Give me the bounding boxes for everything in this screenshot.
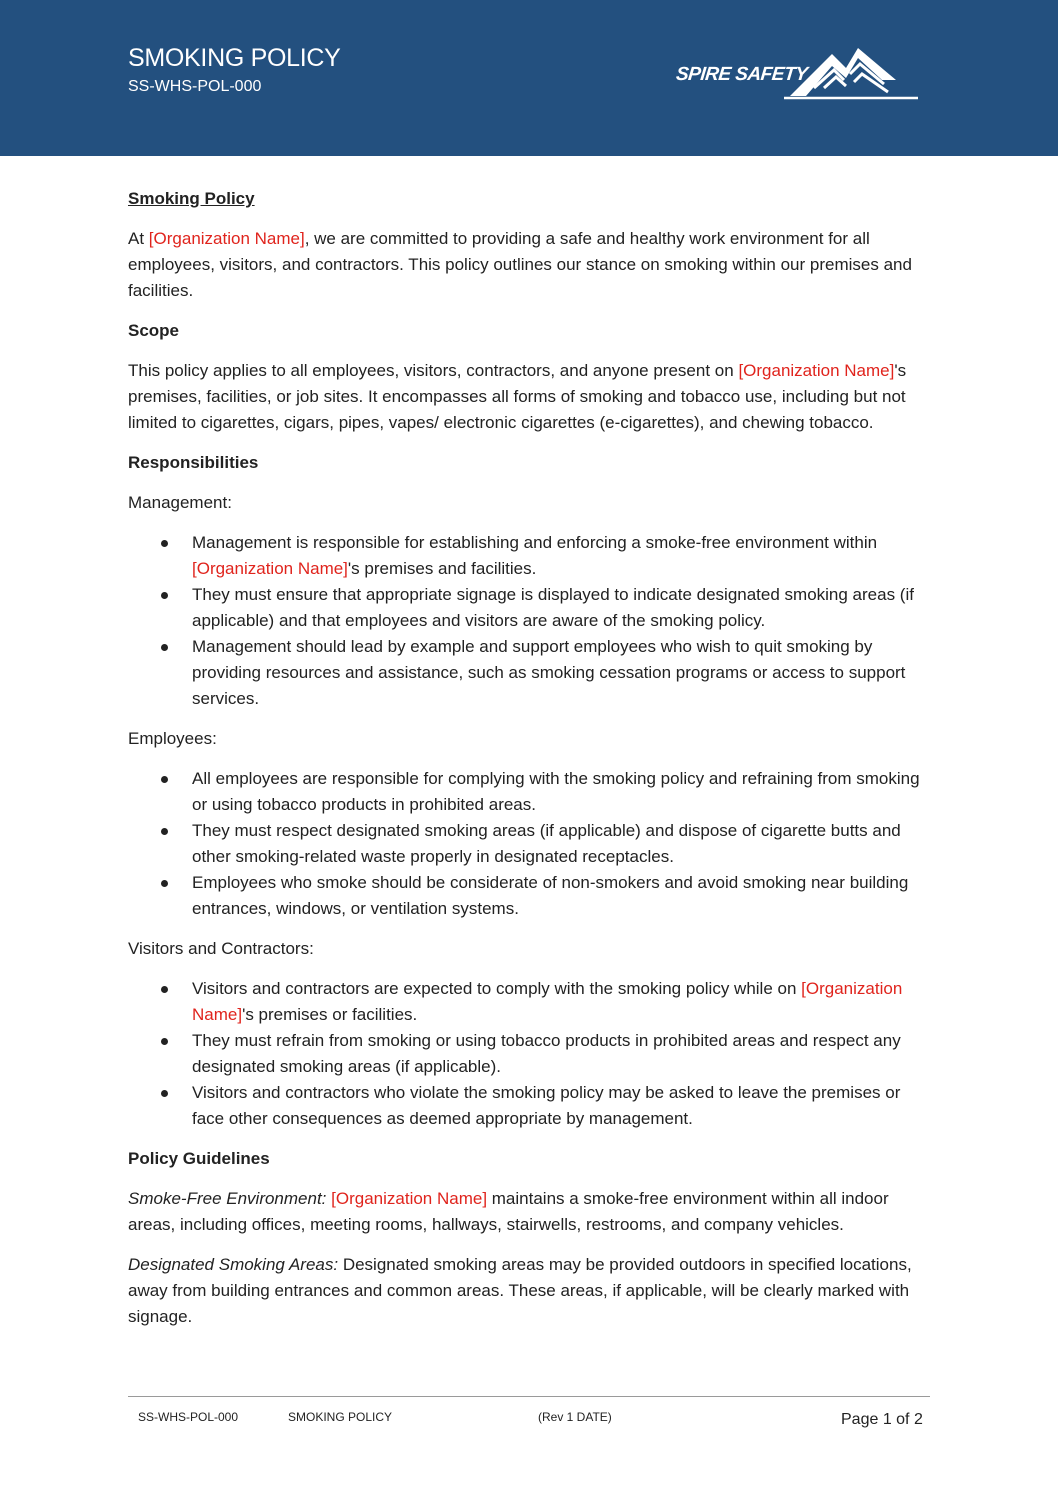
bullet-icon bbox=[161, 1038, 168, 1045]
list-item: Visitors and contractors who violate the smoking policy may be asked to leave the premises or face other consequences as deemed appropriate by management. bbox=[128, 1080, 934, 1132]
designated-areas-paragraph: Designated Smoking Areas: Designated smoking areas may be provided outdoors in specified locations, away from building entrances and common areas. These areas, if applicable, will be clearly marked with signage. bbox=[128, 1255, 912, 1326]
footer-revision: (Rev 1 DATE) bbox=[538, 1410, 612, 1424]
footer-divider bbox=[128, 1396, 930, 1397]
bullet-icon bbox=[161, 986, 168, 993]
list-item: They must respect designated smoking areas (if applicable) and dispose of cigarette butts and other smoking-related waste properly in designated receptacles. bbox=[128, 818, 934, 870]
employees-label: Employees: bbox=[128, 729, 217, 748]
intro-paragraph: At [Organization Name], we are committed to providing a safe and healthy work environment for all employees, visitors, and contractors. This policy outlines our stance on smoking within our premises and facilities. bbox=[128, 229, 912, 300]
org-placeholder: [Organization Name] bbox=[738, 361, 895, 380]
page-header bbox=[0, 0, 1058, 156]
list-item: All employees are responsible for complying with the smoking policy and refraining from smoking or using tobacco products in prohibited areas. bbox=[128, 766, 934, 818]
org-placeholder: [Organization Name] bbox=[148, 229, 305, 248]
bullet-icon bbox=[161, 540, 168, 547]
org-placeholder: [Organization Name] bbox=[192, 979, 903, 1024]
smoke-free-paragraph: Smoke-Free Environment: [Organization Name] maintains a smoke-free environment within all indoor areas, including offices, meeting rooms, hallways, stairwells, restrooms, and company vehicles. bbox=[128, 1189, 889, 1234]
guidelines-heading: Policy Guidelines bbox=[128, 1149, 270, 1168]
bullet-icon bbox=[161, 1090, 168, 1097]
list-item: They must refrain from smoking or using tobacco products in prohibited areas and respect any designated smoking areas (if applicable). bbox=[128, 1028, 934, 1080]
list-item: Management should lead by example and support employees who wish to quit smoking by providing resources and assistance, such as smoking cessation programs or access to support services. bbox=[128, 634, 934, 712]
bullet-icon bbox=[161, 592, 168, 599]
document-code: SS-WHS-POL-000 bbox=[128, 78, 262, 95]
visitors-list bbox=[128, 976, 934, 1132]
scope-paragraph: This policy applies to all employees, visitors, contractors, and anyone present on [Organization Name]'s premises, facilities, or job sites. It encompasses all forms of smoking and tobacco use, including but not limited to cigarettes, cigars, pipes, vapes/ electronic cigarettes (e-cigarettes), and chewing tobacco. bbox=[128, 361, 907, 432]
management-list bbox=[128, 530, 934, 712]
document-body bbox=[128, 186, 934, 1344]
footer-code: SS-WHS-POL-000 bbox=[138, 1410, 239, 1424]
brand-logo bbox=[676, 44, 926, 104]
management-label: Management: bbox=[128, 493, 232, 512]
smoke-free-label: Smoke-Free Environment: bbox=[128, 1189, 327, 1208]
footer-title: SMOKING POLICY bbox=[288, 1410, 393, 1424]
bullet-icon bbox=[161, 828, 168, 835]
mountain-logo-icon bbox=[784, 44, 924, 104]
brand-name: SPIRE SAFETY bbox=[674, 64, 809, 85]
employees-list bbox=[128, 766, 934, 922]
scope-heading: Scope bbox=[128, 321, 180, 340]
policy-title: Smoking Policy bbox=[128, 189, 255, 208]
document-title: SMOKING POLICY bbox=[128, 44, 341, 72]
org-placeholder: [Organization Name] bbox=[331, 1189, 488, 1208]
bullet-icon bbox=[161, 644, 168, 651]
bullet-icon bbox=[161, 880, 168, 887]
responsibilities-heading: Responsibilities bbox=[128, 453, 259, 472]
designated-areas-label: Designated Smoking Areas: bbox=[128, 1255, 339, 1274]
bullet-icon bbox=[161, 776, 168, 783]
list-item: Visitors and contractors are expected to comply with the smoking policy while on [Organization Name]'s premises or facilities. bbox=[128, 976, 934, 1028]
list-item: They must ensure that appropriate signage is displayed to indicate designated smoking areas (if applicable) and that employees and visitors are aware of the smoking policy. bbox=[128, 582, 934, 634]
page-number: Page 1 of 2 bbox=[841, 1411, 923, 1428]
list-item: Management is responsible for establishing and enforcing a smoke-free environment within [Organization Name]'s premises and facilities. bbox=[128, 530, 934, 582]
list-item: Employees who smoke should be considerate of non-smokers and avoid smoking near building entrances, windows, or ventilation systems. bbox=[128, 870, 934, 922]
visitors-label: Visitors and Contractors: bbox=[128, 939, 314, 958]
org-placeholder: [Organization Name] bbox=[192, 559, 348, 578]
